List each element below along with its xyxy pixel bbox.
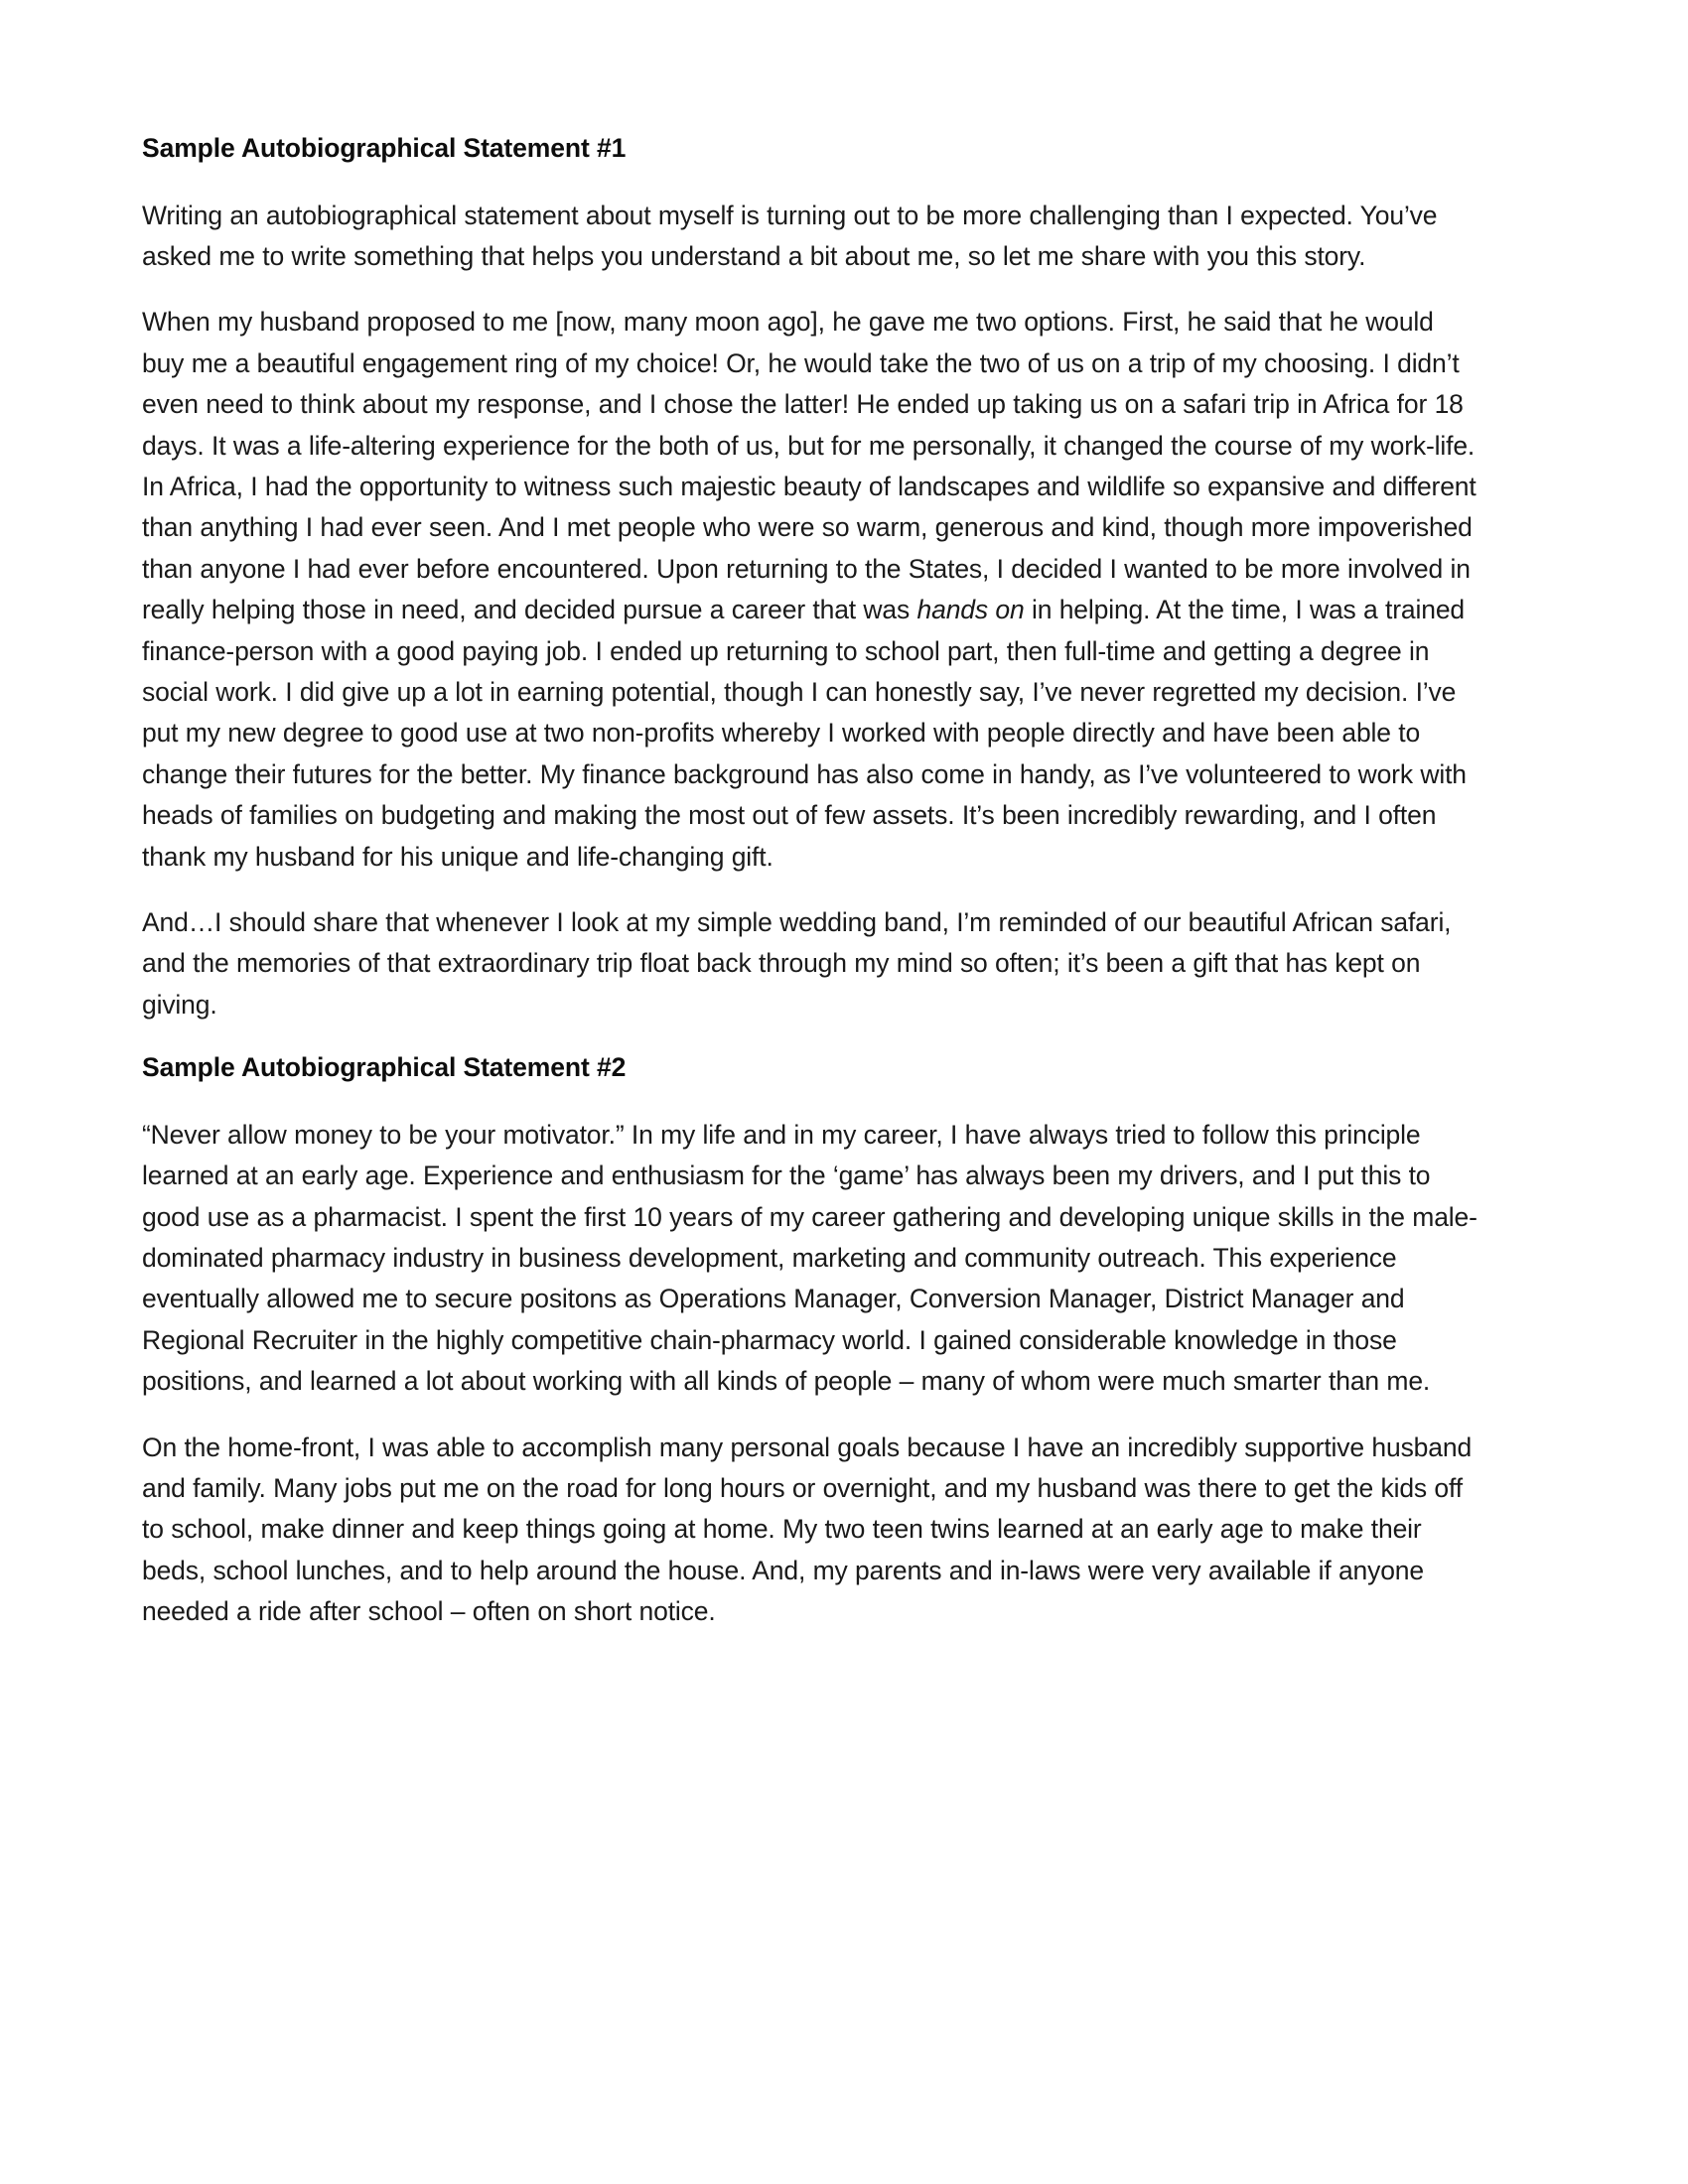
paragraph-home-front: On the home-front, I was able to accomplish many personal goals because I have an incredibly supportive husband and family. Many jobs put me on the road for long hours or overnight, and my husband was there to get the kids off to school, make dinner and keep things going at home. My two teen twins learned at an early age to make their beds, school lunches, and to help around the house. And, my parents and in-laws were very available if anyone needed a ride after school – often on short notice. [142, 1432, 1473, 1627]
paragraph-wedding-band-closing: And…I should share that whenever I look at my simple wedding band, I’m reminded of our beautiful African safari, and the memories of that extraordinary trip float back through my mind so often; it’s been a gift that has kept on giving. [142, 907, 1452, 1020]
paragraph-intro-statement-1: Writing an autobiographical statement about myself is turning out to be more challenging than I expected. You’ve asked me to write something that helps you understand a bit about me, so let me share with you this story. [142, 200, 1438, 271]
paragraph-career-statement-2: “Never allow money to be your motivator.” In my life and in my career, I have always tried to follow this principle learned at an early age. Experience and enthusiasm for the ‘game’ has always been my drivers, and I put this to good use as a pharmacist. I spent the first 10 years of my career gathering and developing unique skills in the male-dominated pharmacy industry in business development, marketing and community outreach. This experience eventually allowed me to secure positons as Operations Manager, Conversion Manager, District Manager and Regional Recruiter in the highly competitive chain-pharmacy world. I gained considerable knowledge in those positions, and learned a lot about working with all kinds of people – many of whom were much smarter than me. [142, 1119, 1477, 1397]
emphasis-hands-on: hands on [916, 595, 1025, 625]
heading-sample-statement-2: Sample Autobiographical Statement #2 [142, 1052, 627, 1083]
heading-sample-statement-1: Sample Autobiographical Statement #1 [142, 133, 627, 163]
document-text-column [142, 131, 1480, 1633]
paragraph-safari-story-part1: When my husband proposed to me [now, many moon ago], he gave me two options. First, he said that he would buy me a beautiful engagement ring of my choice! Or, he would take the two of us on a trip of my choosing. I didn’t even need to think about my response, and I chose the latter! He ended up taking us on a safari trip in Africa for 18 days. It was a life-altering experience for the both of us, but for me personally, it changed the course of my work-life. In Africa, I had the opportunity to witness such majestic beauty of landscapes and wildlife so expansive and different than anything I had ever seen. And I met people who were so warm, generous and kind, though more impoverished than anyone I had ever before encountered. Upon returning to the States, I decided I wanted to be more involved in really helping those in need, and decided pursue a career that was [142, 307, 1477, 625]
paragraph-safari-story-part2: in helping. At the time, I was a trained finance-person with a good paying job. I ended up returning to school part, then full-time and getting a degree in social work. I did give up a lot in earning potential, though I can honestly say, I’ve never regretted my decision. I’ve put my new degree to good use at two non-profits whereby I worked with people directly and have been able to change their futures for the better. My finance background has also come in handy, as I’ve volunteered to work with heads of families on budgeting and making the most out of few assets. It’s been incredibly rewarding, and I often thank my husband for his unique and life-changing gift. [142, 595, 1467, 872]
paragraph-safari-story [142, 302, 1480, 878]
